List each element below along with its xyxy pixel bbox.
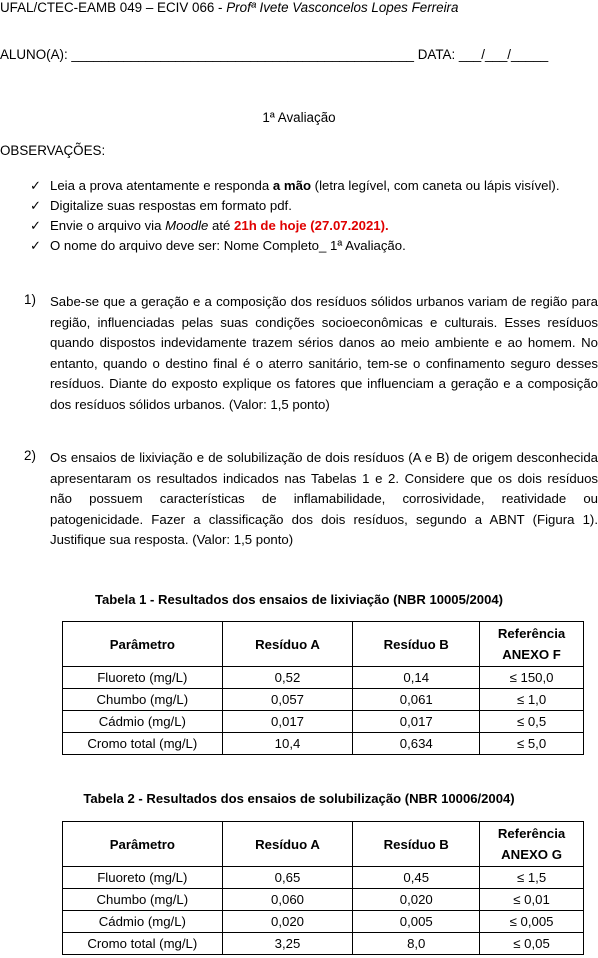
student-date-line: ALUNO(A): ______________________________________________ DATA: ___/___/_____ [0, 47, 549, 62]
table-row: Chumbo (mg/L) 0,057 0,061 ≤ 1,0 [63, 689, 584, 711]
column-header: Referência ANEXO F [480, 622, 584, 667]
table2-caption: Tabela 2 - Resultados dos ensaios de solubilização (NBR 10006/2004) [83, 791, 515, 806]
observation-item: ✓ O nome do arquivo deve ser: Nome Completo_ 1ª Avaliação. [30, 236, 560, 256]
column-header: Parâmetro [63, 822, 223, 867]
checkmark-icon: ✓ [30, 218, 42, 233]
table-row: Fluoreto (mg/L) 0,52 0,14 ≤ 150,0 [63, 667, 584, 689]
column-header: Referência ANEXO G [480, 822, 584, 867]
column-header: Resíduo A [222, 622, 353, 667]
checkmark-icon: ✓ [30, 178, 42, 193]
table-row: Cromo total (mg/L) 10,4 0,634 ≤ 5,0 [63, 733, 584, 755]
table-row: Chumbo (mg/L) 0,060 0,020 ≤ 0,01 [63, 889, 584, 911]
observation-item: ✓ Envie o arquivo via Moodle até 21h de hoje (27.07.2021). [30, 216, 560, 236]
column-header: Resíduo B [353, 622, 480, 667]
checkmark-icon: ✓ [30, 198, 42, 213]
table-row: Fluoreto (mg/L) 0,65 0,45 ≤ 1,5 [63, 867, 584, 889]
column-header: Resíduo A [222, 822, 353, 867]
header-professor: Profª Ivete Vasconcelos Lopes Ferreira [226, 0, 459, 15]
observation-item: ✓ Digitalize suas respostas em formato pdf. [30, 196, 560, 216]
table-row: Cádmio (mg/L) 0,020 0,005 ≤ 0,005 [63, 911, 584, 933]
question-1 [24, 292, 598, 416]
table1-caption: Tabela 1 - Resultados dos ensaios de lixiviação (NBR 10005/2004) [94, 592, 503, 607]
question-text: Sabe-se que a geração e a composição dos resíduos sólidos urbanos variam de região para região, influenciadas pelas suas condições socioeconômicas e culturais. Esses resíduos quando dispostos indevidamente trazem sérios danos ao meio ambiente e ao homem. No entanto, quando o destino final é o aterro sanitário, tem-se o confinamento seguro desses resíduos. Diante do exposto explique os fatores que influenciam a geração e a composição dos resíduos sólidos urbanos. (Valor: 1,5 ponto) [50, 294, 598, 412]
deadline-text: 21h de hoje (27.07.2021). [234, 218, 389, 233]
question-2 [24, 448, 598, 551]
question-text: Os ensaios de lixiviação e de solubilização de dois resíduos (A e B) de origem desconhecida apresentaram os resultados indicados nas Tabelas 1 e 2. Considere que os dois resíduos não possuem características de inflamabilidade, corrosividade, reatividade ou patogenicidade. Fazer a classificação dos dois resíduos, segundo a ABNT (Figura 1). Justifique sua resposta. (Valor: 1,5 ponto) [50, 450, 598, 548]
table-row: Cromo total (mg/L) 3,25 8,0 ≤ 0,05 [63, 933, 584, 955]
observation-item: ✓ Leia a prova atentamente e responda a mão (letra legível, com caneta ou lápis visível). [30, 176, 560, 196]
table1-leaching-results [62, 621, 584, 755]
table-header-row [63, 622, 584, 667]
evaluation-title: 1ª Avaliação [262, 110, 336, 125]
checkmark-icon: ✓ [30, 238, 42, 253]
observations-list [30, 176, 560, 256]
column-header: Parâmetro [63, 622, 223, 667]
table-row: Cádmio (mg/L) 0,017 0,017 ≤ 0,5 [63, 711, 584, 733]
observations-label: OBSERVAÇÕES: [0, 143, 106, 158]
column-header: Resíduo B [353, 822, 480, 867]
question-number: 1) [24, 292, 36, 307]
header-institution: UFAL/CTEC-EAMB 049 – ECIV 066 - [0, 0, 227, 15]
table-header-row [63, 822, 584, 867]
document-header [0, 0, 458, 15]
table2-solubilization-results [62, 821, 584, 955]
question-number: 2) [24, 448, 36, 463]
